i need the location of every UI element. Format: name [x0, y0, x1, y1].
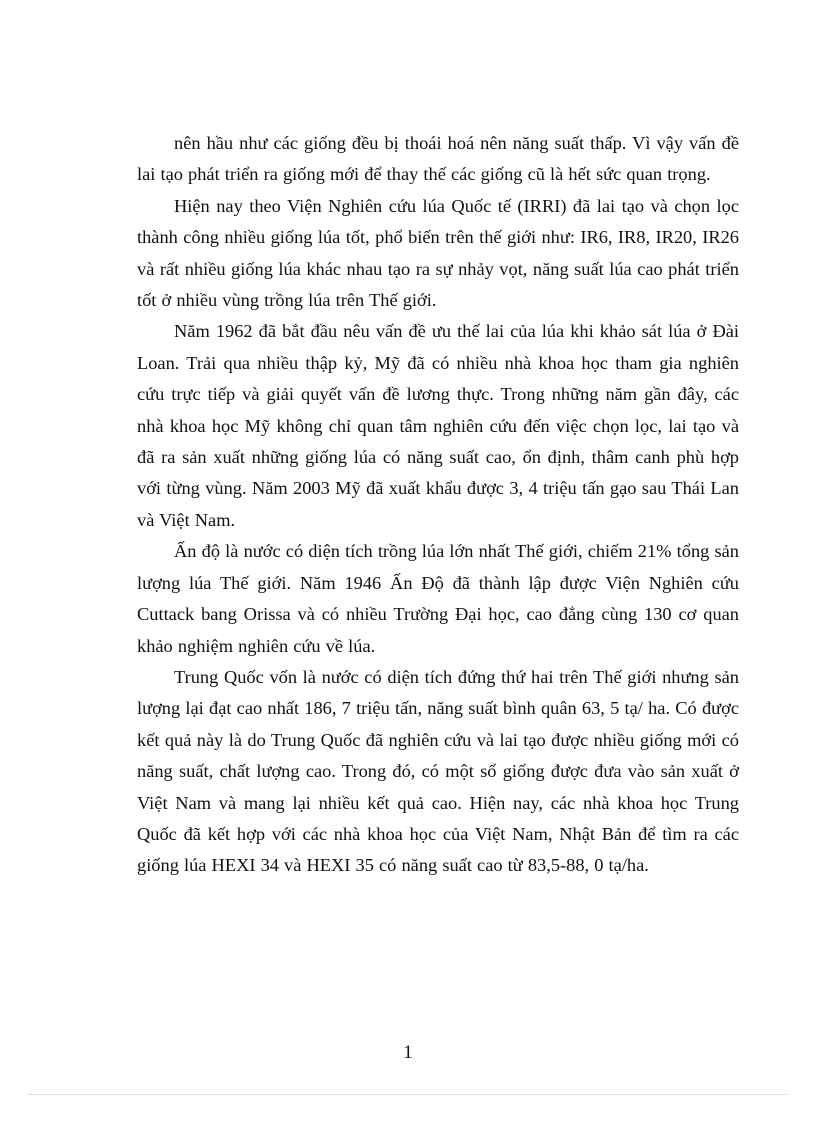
paragraph-continuation: nên hầu như các giống đều bị thoái hoá nên năng suất thấp. Vì vậy vấn đề lai tạo phát triển ra giống mới để thay thế các giống cũ là hết sức quan trọng.: [137, 133, 739, 185]
paragraph-india: Ấn độ là nước có diện tích trồng lúa lớn nhất Thế giới, chiếm 21% tổng sản lượng lúa Thế giới. Năm 1946 Ấn Độ đã thành lập được Viện Nghiên cứu Cuttack bang Orissa và có nhiều Trường Đại học, cao đẳng cùng 130 cơ quan khảo nghiệm nghiên cứu về lúa.: [137, 541, 739, 656]
page-number: 1: [403, 1042, 413, 1063]
document-body: [137, 128, 739, 882]
paragraph-usa: Năm 1962 đã bắt đầu nêu vấn đề ưu thế lai của lúa khi khảo sát lúa ở Đài Loan. Trải qua nhiều thập kỷ, Mỹ đã có nhiều nhà khoa học tham gia nghiên cứu trực tiếp và giải quyết vấn đề lương thực. Trong những năm gần đây, các nhà khoa học Mỹ không chỉ quan tâm nghiên cứu đến việc chọn lọc, lai tạo và đã ra sản xuất những giống lúa có năng suất cao, ổn định, thâm canh phù hợp với từng vùng. Năm 2003 Mỹ đã xuất khẩu được 3, 4 triệu tấn gạo sau Thái Lan và Việt Nam.: [137, 321, 739, 530]
paragraph-china: Trung Quốc vốn là nước có diện tích đứng thứ hai trên Thế giới nhưng sản lượng lại đạt cao nhất 186, 7 triệu tấn, năng suất bình quân 63, 5 tạ/ ha. Có được kết quả này là do Trung Quốc đã nghiên cứu và lai tạo được nhiều giống mới có năng suất, chất lượng cao. Trong đó, có một số giống được đưa vào sản xuất ở Việt Nam và mang lại nhiều kết quả cao. Hiện nay, các nhà khoa học Trung Quốc đã kết hợp với các nhà khoa học của Việt Nam, Nhật Bản để tìm ra các giống lúa HEXI 34 và HEXI 35 có năng suất cao từ 83,5-88, 0 tạ/ha.: [137, 666, 739, 876]
page-bottom-divider: [28, 1094, 788, 1095]
paragraph-irri: Hiện nay theo Viện Nghiên cứu lúa Quốc tế (IRRI) đã lai tạo và chọn lọc thành công nhiều giống lúa tốt, phổ biến trên thế giới như: IR6, IR8, IR20, IR26 và rất nhiều giống lúa khác nhau tạo ra sự nhảy vọt, năng suất lúa cao phát triển tốt ở nhiều vùng trồng lúa trên Thế giới.: [137, 195, 739, 311]
